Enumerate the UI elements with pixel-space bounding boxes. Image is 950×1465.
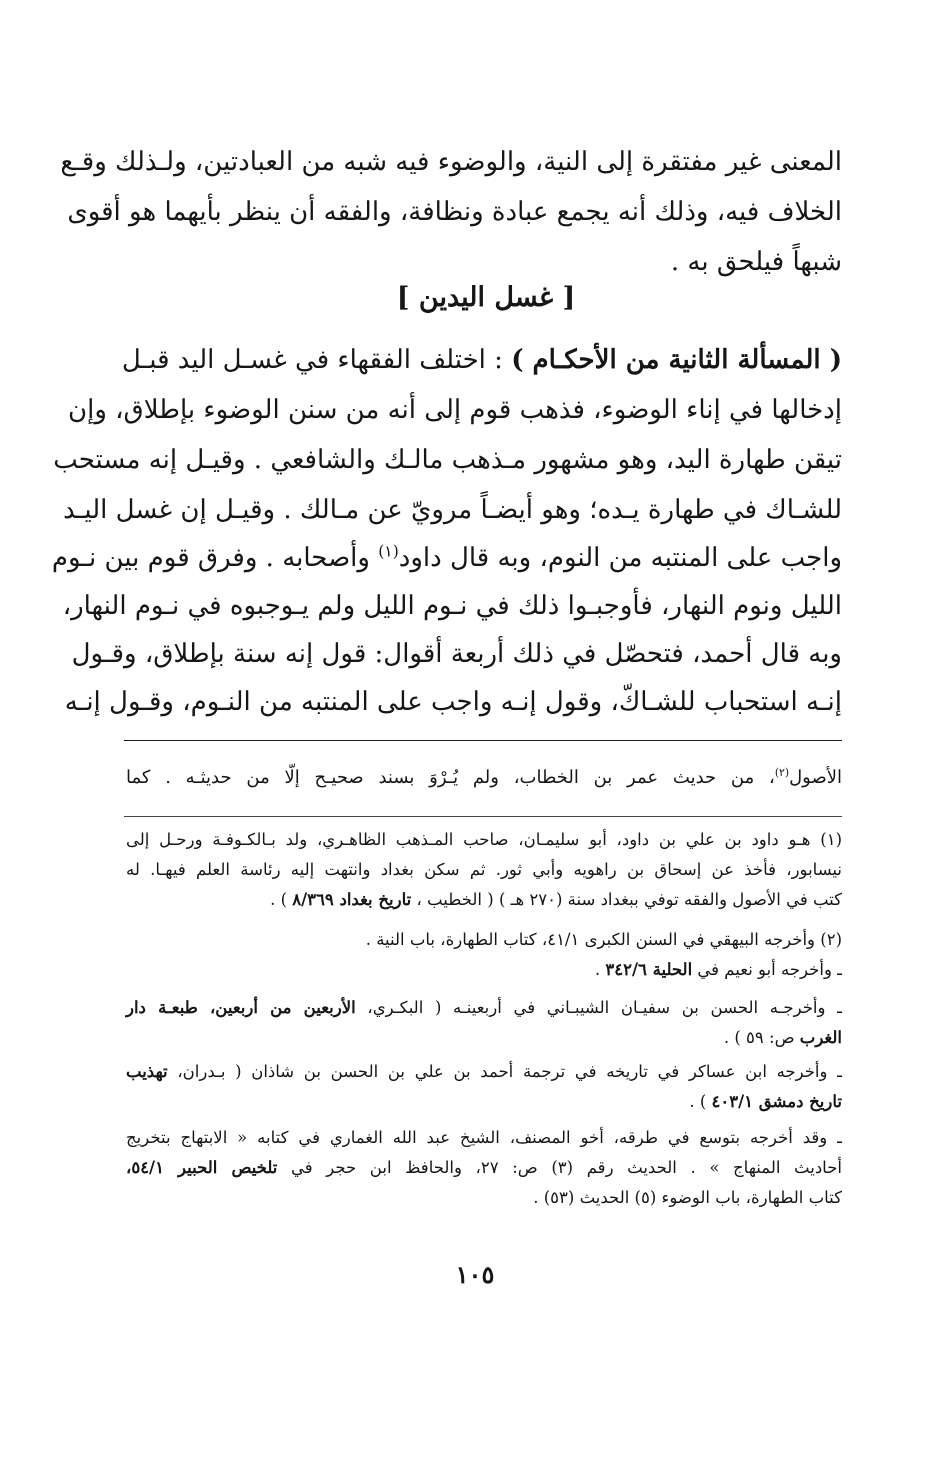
footnote-2-item-asakir-line-2 (126, 1088, 842, 1116)
section-heading: [ غسل اليدين ] (396, 282, 576, 313)
footnote-2-item-ghumari-line-1: ـ وقد أخرجه بتوسع في طرقه، أخو المصنف، الشيخ عبد الله الغماري في كتابه « الابتهاج بتخريج (126, 1128, 842, 1147)
issue-lead-text: : اختلف الفقهاء في غسـل اليد قبـل (121, 345, 512, 375)
fn3-close: . (594, 960, 606, 979)
footnote-2-item-ghumari-line-2 (126, 1154, 842, 1182)
fn1-text: كتب في الأصول والفقه توفي ببغداد سنة (٢٧٠ هـ ) ( الخطيب ، (411, 890, 842, 909)
body-line-2: الخلاف فيه، وذلك أنه يجمع عبادة ونظافة، والفقه أن ينظر بأيهما هو أقوى (67, 197, 842, 227)
line8-part-a: واجب على المنتبه من النوم، وبه قال داود (398, 543, 842, 573)
fn6-text: أحاديث المنهاج » . الحديث رقم (٣) ص: ٢٧، والحافظ ابن حجر في (277, 1158, 842, 1177)
footnote-2-item-asakir-line-1 (126, 1058, 842, 1086)
footnote-ref-1: (١) (378, 542, 399, 561)
fn5-source: تهذيب (126, 1062, 168, 1081)
footnote-2-item-arbain-line-2 (126, 1024, 842, 1052)
body-line-10: وبه قال أحمد، فتحصّل في ذلك أربعة أقوال: قول إنه سنة بإطلاق، وقـول (71, 639, 842, 669)
continued-part-b: ، من حديث عمر بن الخطاب، ولم يُـرْوَ بسند صحيـح إلّا من حديثـه . كما (126, 767, 775, 788)
body-line-11: إنـه استحباب للشـاكّ، وقول إنـه واجب على المنتبه من النـوم، وقـول إنـه (64, 687, 842, 717)
line8-part-b: وأصحابه . وفرق قوم بين نـوم (51, 543, 379, 573)
fn6-source: تلخيص الحبير ٥٤/١، (126, 1158, 278, 1177)
fn3-source: الحلية ٣٤٢/٦ (605, 960, 693, 979)
page-number: ١٠٥ (455, 1260, 495, 1289)
footnote-1-line-3 (126, 886, 842, 914)
body-line-8 (51, 538, 842, 578)
fn4-close: ص: ٥٩ ) . (723, 1028, 800, 1047)
body-line-3: شبهاً فيلحق به . (670, 247, 842, 277)
footnote-ref-2: (٢) (774, 766, 790, 779)
body-line-9: الليل ونوم النهار، فأوجبـوا ذلك في نـوم الليل ولم يـوجبوه في نـوم النهار، (62, 591, 842, 621)
body-line-7: للشـاك في طهارة يـده؛ وهو أيضـاً مرويّ عن مـالك . وقيـل إن غسل اليـد (63, 495, 842, 525)
footnote-divider (124, 816, 842, 817)
body-line-4 (121, 340, 842, 380)
body-line-5: إدخالها في إناء الوضوء، فذهب قوم إلى أنه من سنن الوضوء بإطلاق، وإن (68, 395, 842, 425)
fn2-source: السنن الكبرى (584, 930, 678, 949)
fn1-close: ) . (270, 890, 293, 909)
footnote-1-line-2: نيسابور، فأخذ عن إسحاق بن راهويه وأبي ثور. ثم سكن بغداد وانتهت إليه رئاسة العلم فيهـا. له (126, 860, 842, 879)
body-line-6: تيقن طهارة اليد، وهو مشهور مـذهب مالـك والشافعي . وقيـل إنه مستحب (53, 445, 842, 475)
footnote-2-line-1 (126, 926, 842, 954)
fn4-source-cont: الغرب (799, 1028, 842, 1047)
footnote-2-item-hilya (126, 956, 842, 984)
body-line-1: المعنى غير مفتقرة إلى النية، والوضوء فيه شبه من العبادتين، ولـذلك وقـع (60, 147, 842, 177)
fn4-source: الأربعين من أربعين، طبعـة دار (126, 998, 356, 1017)
fn5-source-cont: تاريخ دمشق ٤٠٣/١ (711, 1092, 842, 1111)
fn1-source: تاريخ بغداد ٨/٣٦٩ (292, 890, 412, 909)
fn5-text: ـ وأخرجه ابن عساكر في تاريخه في ترجمة أحمد بن علي بن الحسن بن شاذان ( بـدران، (167, 1062, 842, 1081)
fn2-rest: ٤١/١، كتاب الطهارة، باب النية . (365, 930, 585, 949)
footnote-2-item-ghumari-line-3: كتاب الطهارة، باب الوضوء (٥) الحديث (٥٣) . (533, 1188, 842, 1207)
footnote-separator (124, 740, 842, 741)
continued-footnote (126, 764, 842, 792)
fn2-text: (٢) وأخرجه البيهقي في (677, 930, 842, 949)
fn4-text: ـ وأخرجـه الحسن بن سفيـان الشيبـاني في أربعينـه ( البكـري، (355, 998, 842, 1017)
continued-part-a: الأصول (789, 767, 842, 788)
issue-title: ( المسألة الثانية من الأحكـام ) (511, 345, 842, 375)
footnote-1-line-1: (١) هـو داود بن علي بن داود، أبو سليمـان، صاحب المـذهب الظاهـري، ولد بـالكـوفـة ورحـل إلى (126, 830, 842, 849)
fn5-close: ) . (689, 1092, 712, 1111)
footnote-2-item-arbain-line-1 (126, 994, 842, 1022)
fn3-text: ـ وأخرجه أبو نعيم في (692, 960, 842, 979)
